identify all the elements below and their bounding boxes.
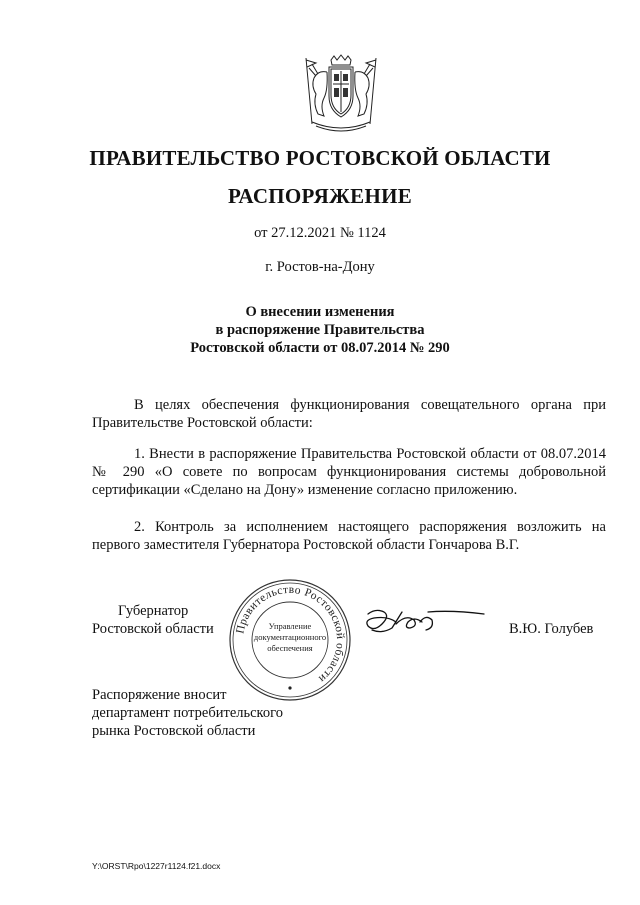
subject-line: в распоряжение Правительства: [215, 322, 425, 338]
stamp-ring-text: Правительство Ростовской области: [234, 583, 347, 685]
stamp-center-text: обеспечения: [267, 643, 313, 653]
submitter-line: рынка Ростовской области: [92, 723, 256, 739]
body-paragraph-item-2: 2. Контроль за исполнением настоящего распоряжения возложить на первого заместителя Губернатора Ростовской области Гончарова В.Г.: [92, 519, 606, 553]
official-stamp: [228, 578, 352, 702]
subject-line: О внесении изменения: [245, 304, 395, 320]
body-paragraph-intro: В целях обеспечения функционирования совещательного органа при Правительстве Ростовской области:: [92, 397, 606, 431]
government-title: ПРАВИТЕЛЬСТВО РОСТОВСКОЙ ОБЛАСТИ: [89, 146, 551, 170]
handwritten-signature: [362, 604, 488, 644]
submitter-line: департамент потребительского: [92, 705, 283, 721]
document-type: РАСПОРЯЖЕНИЕ: [227, 184, 413, 208]
signatory-title-line2: Ростовской области: [92, 621, 214, 637]
document-place: г. Ростов-на-Дону: [265, 259, 375, 275]
submitter-line: Распоряжение вносит: [92, 687, 227, 703]
stamp-center-text: документационного: [253, 632, 327, 642]
subject-line: Ростовской области от 08.07.2014 № 290: [190, 340, 450, 356]
body-paragraph-item-1: 1. Внести в распоряжение Правительства Ростовской области от 08.07.2014 № 290 «О совете по вопросам функционирования системы добровольной сертификации «Сделано на Дону» изменение согласно приложению.: [92, 446, 606, 498]
signatory-name: В.Ю. Голубев: [509, 621, 594, 637]
signatory-title-line1: Губернатор: [118, 603, 189, 619]
document-subject: [0, 303, 640, 357]
file-path: Y:\ORST\Rpo\1227r1124.f21.docx: [92, 861, 221, 871]
document-date-number: от 27.12.2021 № 1124: [254, 225, 386, 241]
stamp-center-text: Управление: [268, 621, 312, 631]
coat-of-arms-icon: [298, 54, 384, 134]
